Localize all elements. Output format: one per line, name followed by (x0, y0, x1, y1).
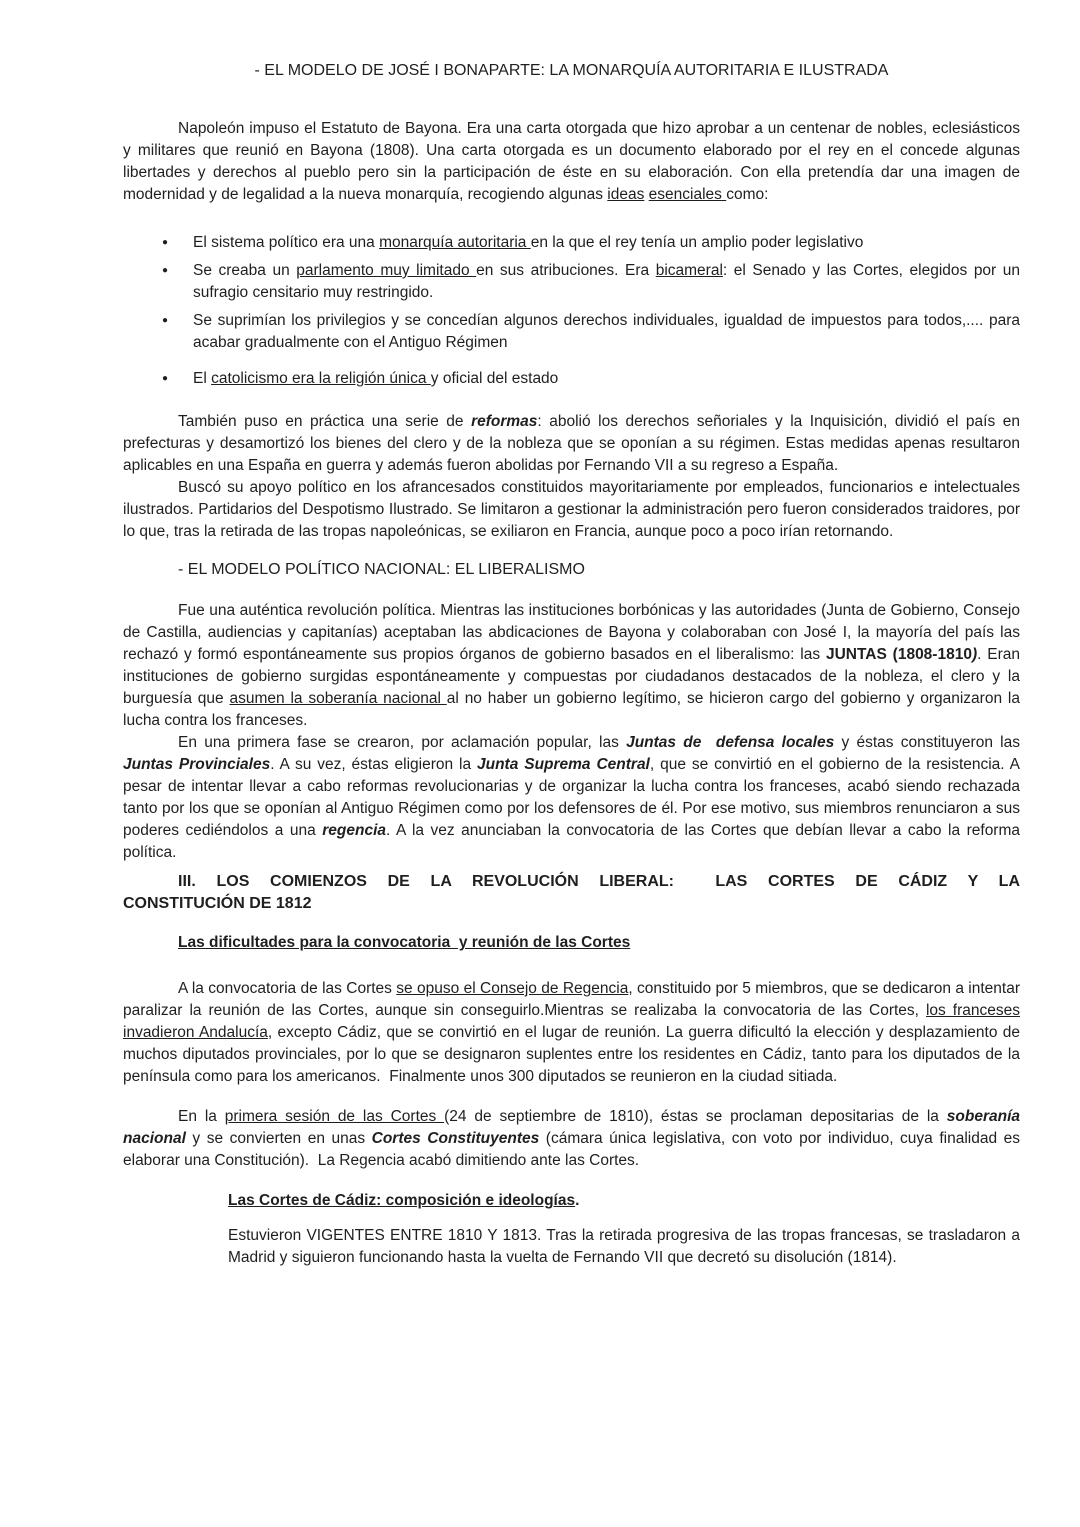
bullet-icon: ● (162, 265, 169, 276)
list-item-text: Se creaba un parlamento muy limitado en sus atribuciones. Era bicameral: el Senado y las Cortes, elegidos por un sufragio censitario muy restringido. (193, 262, 1021, 301)
bullet-icon: ● (162, 373, 169, 384)
list-item (123, 232, 1020, 254)
list-item-text: El catolicismo era la religión única y oficial del estado (193, 370, 559, 387)
document-title: - EL MODELO DE JOSÉ I BONAPARTE: LA MONARQUÍA AUTORITARIA E ILUSTRADA (254, 62, 889, 79)
document-content (123, 0, 1020, 1269)
subheading-dificultades-convocatoria: Las dificultades para la convocatoria y reunión de las Cortes (178, 934, 631, 951)
bullet-icon: ● (162, 315, 169, 326)
paragraph-primera-fase: En una primera fase se crearon, por aclamación popular, las Juntas de defensa locales y éstas constituyeron las Juntas Provinciales. A su vez, éstas eligieron la Junta Suprema Central, que se convirtió en el gobierno de la resistencia. A pesar de intentar llevar a cabo reformas revolucionarias y de organizar la lucha contra los franceses, acabó siendo rechazada tanto por los que se oponían al Antiguo Régimen como por los defensores de él. Por ese motivo, sus miembros renunciaron a sus poderes cediéndolos a una regencia. A la vez anunciaban la convocatoria de las Cortes que debían llevar a cabo la reforma política. (123, 734, 1021, 861)
paragraph-vigentes: Estuvieron VIGENTES ENTRE 1810 Y 1813. Tras la retirada progresiva de las tropas francesas, se trasladaron a Madrid y siguieron funcionando hasta la vuelta de Fernando VII que decretó su disolución (1814). (228, 1227, 1020, 1266)
list-item-text: El sistema político era una monarquía autoritaria en la que el rey tenía un amplio poder legislativo (193, 234, 864, 251)
section-heading-liberalismo: - EL MODELO POLÍTICO NACIONAL: EL LIBERALISMO (178, 561, 585, 578)
list-item-text: Se suprimían los privilegios y se concedían algunos derechos individuales, igualdad de impuestos para todos,.... para acabar gradualmente con el Antiguo Régimen (193, 312, 1020, 351)
subheading-cortes-cadiz-composicion: Las Cortes de Cádiz: composición e ideologías. (228, 1192, 580, 1209)
paragraph-reformas: También puso en práctica una serie de reformas: abolió los derechos señoriales y la Inquisición, dividió el país en prefecturas y desamortizó los bienes del clero y de la nobleza que se oponían a su régimen. Estas medidas apenas resultaron aplicables en una España en guerra y además fueron abolidas por Fernando VII a su regreso a España. (123, 413, 1020, 474)
section-heading-line1: III. LOS COMIENZOS DE LA REVOLUCIÓN LIBERAL: LAS CORTES DE CÁDIZ Y LA (178, 873, 1020, 890)
paragraph-estatuto-bayona: Napoleón impuso el Estatuto de Bayona. Era una carta otorgada que hizo aprobar a un centenar de nobles, eclesiásticos y militares que reunió en Bayona (1808). Una carta otorgada es un documento elaborado por el rey en el concede algunas libertades y derechos al pueblo pero sin la participación de éste en su elaboración. Con ella pretendía dar una imagen de modernidad y de legalidad a la nueva monarquía, recogiendo algunas ideas esenciales como: (123, 120, 1020, 203)
list-item (123, 368, 1020, 390)
list-item (123, 260, 1020, 304)
bullet-icon: ● (162, 237, 169, 248)
list-item (123, 310, 1020, 354)
paragraph-juntas: Fue una auténtica revolución política. Mientras las instituciones borbónicas y las autoridades (Junta de Gobierno, Consejo de Castilla, audiencias y capitanías) aceptaban las abdicaciones de Bayona y colaboraban con José I, la mayoría del país las rechazó y formó espontáneamente sus propios órganos de gobierno basados en el liberalismo: las JUNTAS (1808-1810). Eran instituciones de gobierno surgidas espontáneamente y compuestas por ciudadanos destacados de la nobleza, el clero y la burguesía que asumen la soberanía nacional al no haber un gobierno legítimo, se hicieron cargo del gobierno y organizaron la lucha contra los franceses. (123, 602, 1021, 729)
section-heading-comienzos-revolucion (123, 871, 1020, 915)
paragraph-primera-sesion: En la primera sesión de las Cortes (24 de septiembre de 1810), éstas se proclaman depositarias de la soberanía nacional y se convierten en unas Cortes Constituyentes (cámara única legislativa, con voto por individuo, cuya finalidad es elaborar una Constitución). La Regencia acabó dimitiendo ante las Cortes. (123, 1108, 1020, 1169)
section-heading-line2: CONSTITUCIÓN DE 1812 (123, 895, 312, 912)
bullet-list (123, 232, 1020, 390)
paragraph-convocatoria: A la convocatoria de las Cortes se opuso el Consejo de Regencia, constituido por 5 miembros, que se dedicaron a intentar paralizar la reunión de las Cortes, aunque sin conseguirlo.Mientras se realizaba la convocatoria de las Cortes, los franceses invadieron Andalucía, excepto Cádiz, que se convirtió en el lugar de reunión. La guerra dificultó la elección y desplazamiento de muchos diputados provinciales, por lo que se designaron suplentes entre los residentes en Cádiz, tanto para los diputados de la península como para los americanos. Finalmente unos 300 diputados se reunieron en la ciudad sitiada. (123, 980, 1021, 1085)
paragraph-afrancesados: Buscó su apoyo político en los afrancesados constituidos mayoritariamente por empleados, funcionarios e intelectuales ilustrados. Partidarios del Despotismo Ilustrado. Se limitaron a gestionar la administración pero fueron considerados traidores, por lo que, tras la retirada de las tropas napoleónicas, se exiliaron en Francia, aunque poco a poco irían retornando. (123, 479, 1020, 540)
